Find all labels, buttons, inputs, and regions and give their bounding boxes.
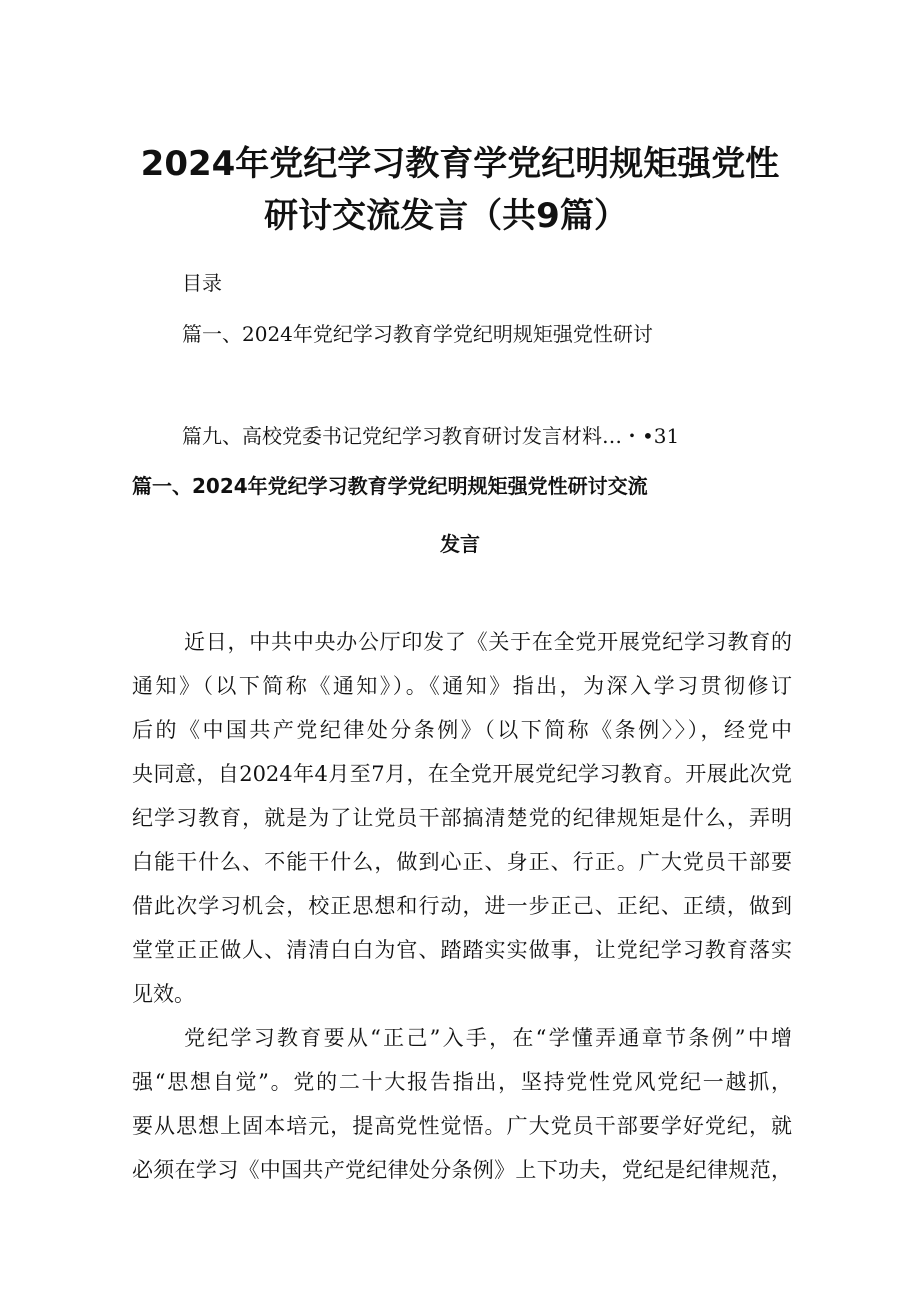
paragraph-line: 要从思想上固本培元，提高党性觉悟。广大党员干部要学好党纪，就	[132, 1114, 792, 1138]
toc-item: 篇九、高校党委书记党纪学习教育研讨发言材料…・•31	[182, 424, 680, 448]
section-heading-continuation: 发言	[440, 532, 480, 556]
document-title-line-2: 研讨交流发言（共9篇）	[264, 196, 628, 236]
paragraph-line: 必须在学习《中国共产党纪律处分条例》上下功夫，党纪是纪律规范，	[132, 1158, 792, 1182]
paragraph-line: 近日，中共中央办公厅印发了《关于在全党开展党纪学习教育的	[184, 630, 792, 654]
paragraph-line: 借此次学习机会，校正思想和行动，进一步正己、正纪、正绩，做到	[132, 894, 792, 918]
paragraph-line: 白能干什么、不能干什么，做到心正、身正、行正。广大党员干部要	[132, 850, 792, 874]
paragraph-line: 堂堂正正做人、清清白白为官、踏踏实实做事，让党纪学习教育落实	[132, 938, 792, 962]
paragraph-line: 央同意，自2024年4月至7月，在全党开展党纪学习教育。开展此次党	[132, 762, 792, 786]
paragraph-line: 后的《中国共产党纪律处分条例》（以下简称《条例〉〉），经党中	[132, 718, 792, 742]
paragraph-line: 通知》（以下简称《通知》）。《通知》指出，为深入学习贯彻修订	[132, 674, 792, 698]
toc-item: 篇一、2024年党纪学习教育学党纪明规矩强党性研讨	[182, 322, 653, 346]
document-title-line-1: 2024年党纪学习教育学党纪明规矩强党性	[140, 144, 780, 184]
paragraph-line: 党纪学习教育要从“正己”入手，在“学懂弄通章节条例”中增	[184, 1026, 792, 1050]
section-heading: 篇一、2024年党纪学习教育学党纪明规矩强党性研讨交流	[132, 474, 648, 498]
paragraph-line: 纪学习教育，就是为了让党员干部搞清楚党的纪律规矩是什么，弄明	[132, 806, 792, 830]
paragraph-line: 见效。	[132, 982, 195, 1006]
paragraph-line: 强“思想自觉”。党的二十大报告指出，坚持党性党风党纪一越抓，	[132, 1070, 792, 1094]
toc-heading: 目录	[182, 271, 222, 295]
